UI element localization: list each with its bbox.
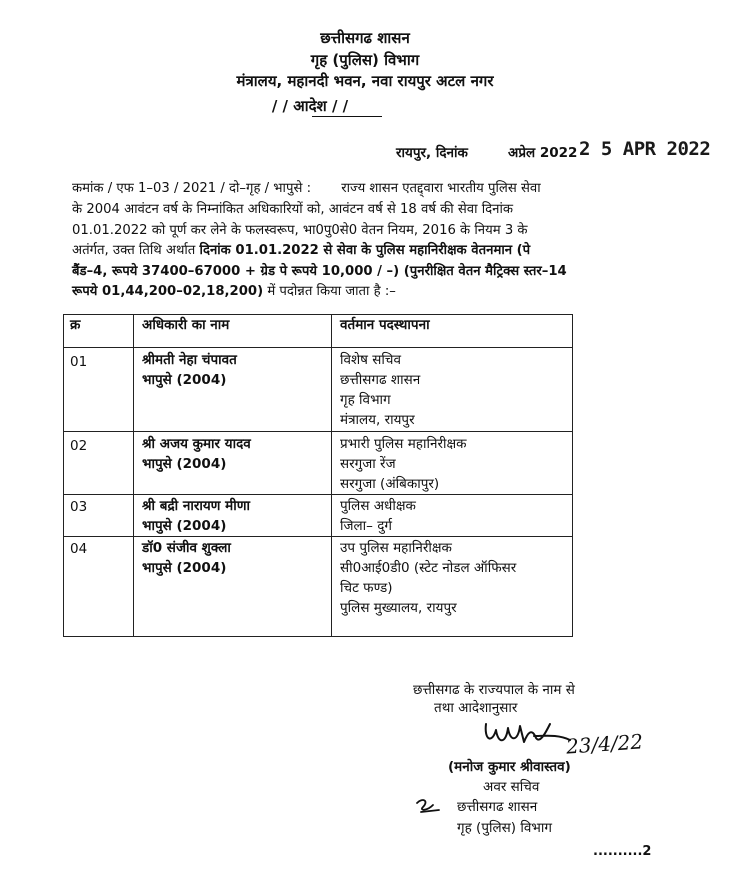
posting-line: पुलिस मुख्यालय, रायपुर (340, 600, 457, 616)
body-line-6-b: में पदोन्नत किया जाता है :– (267, 284, 396, 299)
officer-name: डॉ0 संजीव शुक्ला (142, 540, 231, 556)
date-label: रायपुर, दिनांक (396, 145, 468, 161)
row-serial: 04 (64, 537, 134, 637)
posting-line: गृह विभाग (340, 392, 391, 408)
posting-line: मंत्रालय, रायपुर (340, 412, 415, 428)
govt-title: छत्तीसगढ शासन (320, 29, 410, 47)
date-stamp: 2 5 APR 2022 (579, 138, 711, 160)
officer-name: श्री बद्री नारायण मीणा (142, 498, 250, 514)
body-line-3: 01.01.2022 को पूर्ण कर लेने के फलस्वरूप, भा0पु0से0 वेतन नियम, 2016 के नियम 3 के (72, 223, 528, 238)
body-line-4-a: अतंर्गत, उक्त तिथि अर्थात (72, 243, 196, 258)
table-row (64, 537, 573, 637)
posting-line: विशेष सचिव (340, 352, 401, 368)
date-typed: अप्रेल 2022 (508, 145, 578, 161)
reference-number: कमांक / एफ 1–03 / 2021 / दो–गृह / भापुसे : (72, 181, 312, 196)
table-row (64, 432, 573, 495)
governor-order-line: छत्तीसगढ के राज्यपाल के नाम से (413, 682, 575, 698)
posting-line: जिला– दुर्ग (340, 518, 392, 534)
officer-service: भापुसे (2004) (142, 372, 227, 388)
officer-name: श्रीमती नेहा चंपावत (142, 352, 237, 368)
row-serial: 01 (64, 348, 134, 432)
posting-line: प्रभारी पुलिस महानिरीक्षक (340, 436, 467, 452)
header-officer-name: अधिकारी का नाम (134, 315, 332, 348)
posting-line: सी0आई0डी0 (स्टेट नोडल ऑफिसर (340, 560, 517, 576)
signatory-dept-home: गृह (पुलिस) विभाग (457, 820, 552, 836)
ministry-address: मंत्रालय, महानदी भवन, नवा रायपुर अटल नगर (236, 72, 494, 90)
officer-signature (478, 714, 578, 754)
officer-service: भापुसे (2004) (142, 560, 227, 576)
order-title-underline (312, 116, 382, 117)
body-line-5: बैंड–4, रूपये 37400–67000 + ग्रेड पे रूपये 10,000 / –) (पुनरीक्षित वेतन मैट्रिक्स स्तर–14 (72, 264, 567, 279)
header-posting: वर्तमान पदस्थापना (332, 315, 573, 348)
body-line-4 (72, 240, 530, 258)
signature-date: 23/4/22 (565, 729, 644, 759)
page-continuation: ..........2 (593, 844, 652, 859)
body-line-1 (72, 178, 541, 196)
order-title: / / आदेश / / (271, 97, 349, 115)
body-line-1-text: राज्य शासन एतद्द्वारा भारतीय पुलिस सेवा (341, 181, 541, 196)
initial-mark (413, 795, 445, 817)
signatory-dept-govt: छत्तीसगढ शासन (457, 799, 538, 815)
body-line-4-b: दिनांक 01.01.2022 से सेवा के पुलिस महानिरीक्षक वेतनमान (पे (199, 243, 531, 258)
as-ordered-line: तथा आदेशानुसार (434, 700, 518, 716)
body-line-2: के 2004 आवंटन वर्ष के निम्नांकित अधिकारियों को, आवंटन वर्ष से 18 वर्ष की सेवा दिनांक (72, 202, 514, 217)
table-row (64, 348, 573, 432)
posting-line: उप पुलिस महानिरीक्षक (340, 540, 452, 556)
signatory-name: (मनोज कुमार श्रीवास्तव) (448, 759, 571, 775)
officer-service: भापुसे (2004) (142, 456, 227, 472)
table-header-row (64, 315, 573, 348)
officers-table (63, 314, 573, 637)
row-serial: 03 (64, 495, 134, 537)
posting-line: पुलिस अधीक्षक (340, 498, 416, 514)
posting-line: सरगुजा (अंबिकापुर) (340, 476, 440, 492)
posting-line: चिट फण्ड) (340, 580, 393, 596)
table-row (64, 495, 573, 537)
body-line-6-a: रूपये 01,44,200–02,18,200) (72, 284, 264, 299)
body-line-6 (72, 281, 396, 299)
posting-line: सरगुजा रेंज (340, 456, 396, 472)
department-title: गृह (पुलिस) विभाग (310, 51, 420, 69)
officer-name: श्री अजय कुमार यादव (142, 436, 251, 452)
row-serial: 02 (64, 432, 134, 495)
header-serial: क्र (64, 315, 134, 348)
signatory-designation: अवर सचिव (483, 779, 540, 795)
officer-service: भापुसे (2004) (142, 518, 227, 534)
posting-line: छत्तीसगढ शासन (340, 372, 421, 388)
